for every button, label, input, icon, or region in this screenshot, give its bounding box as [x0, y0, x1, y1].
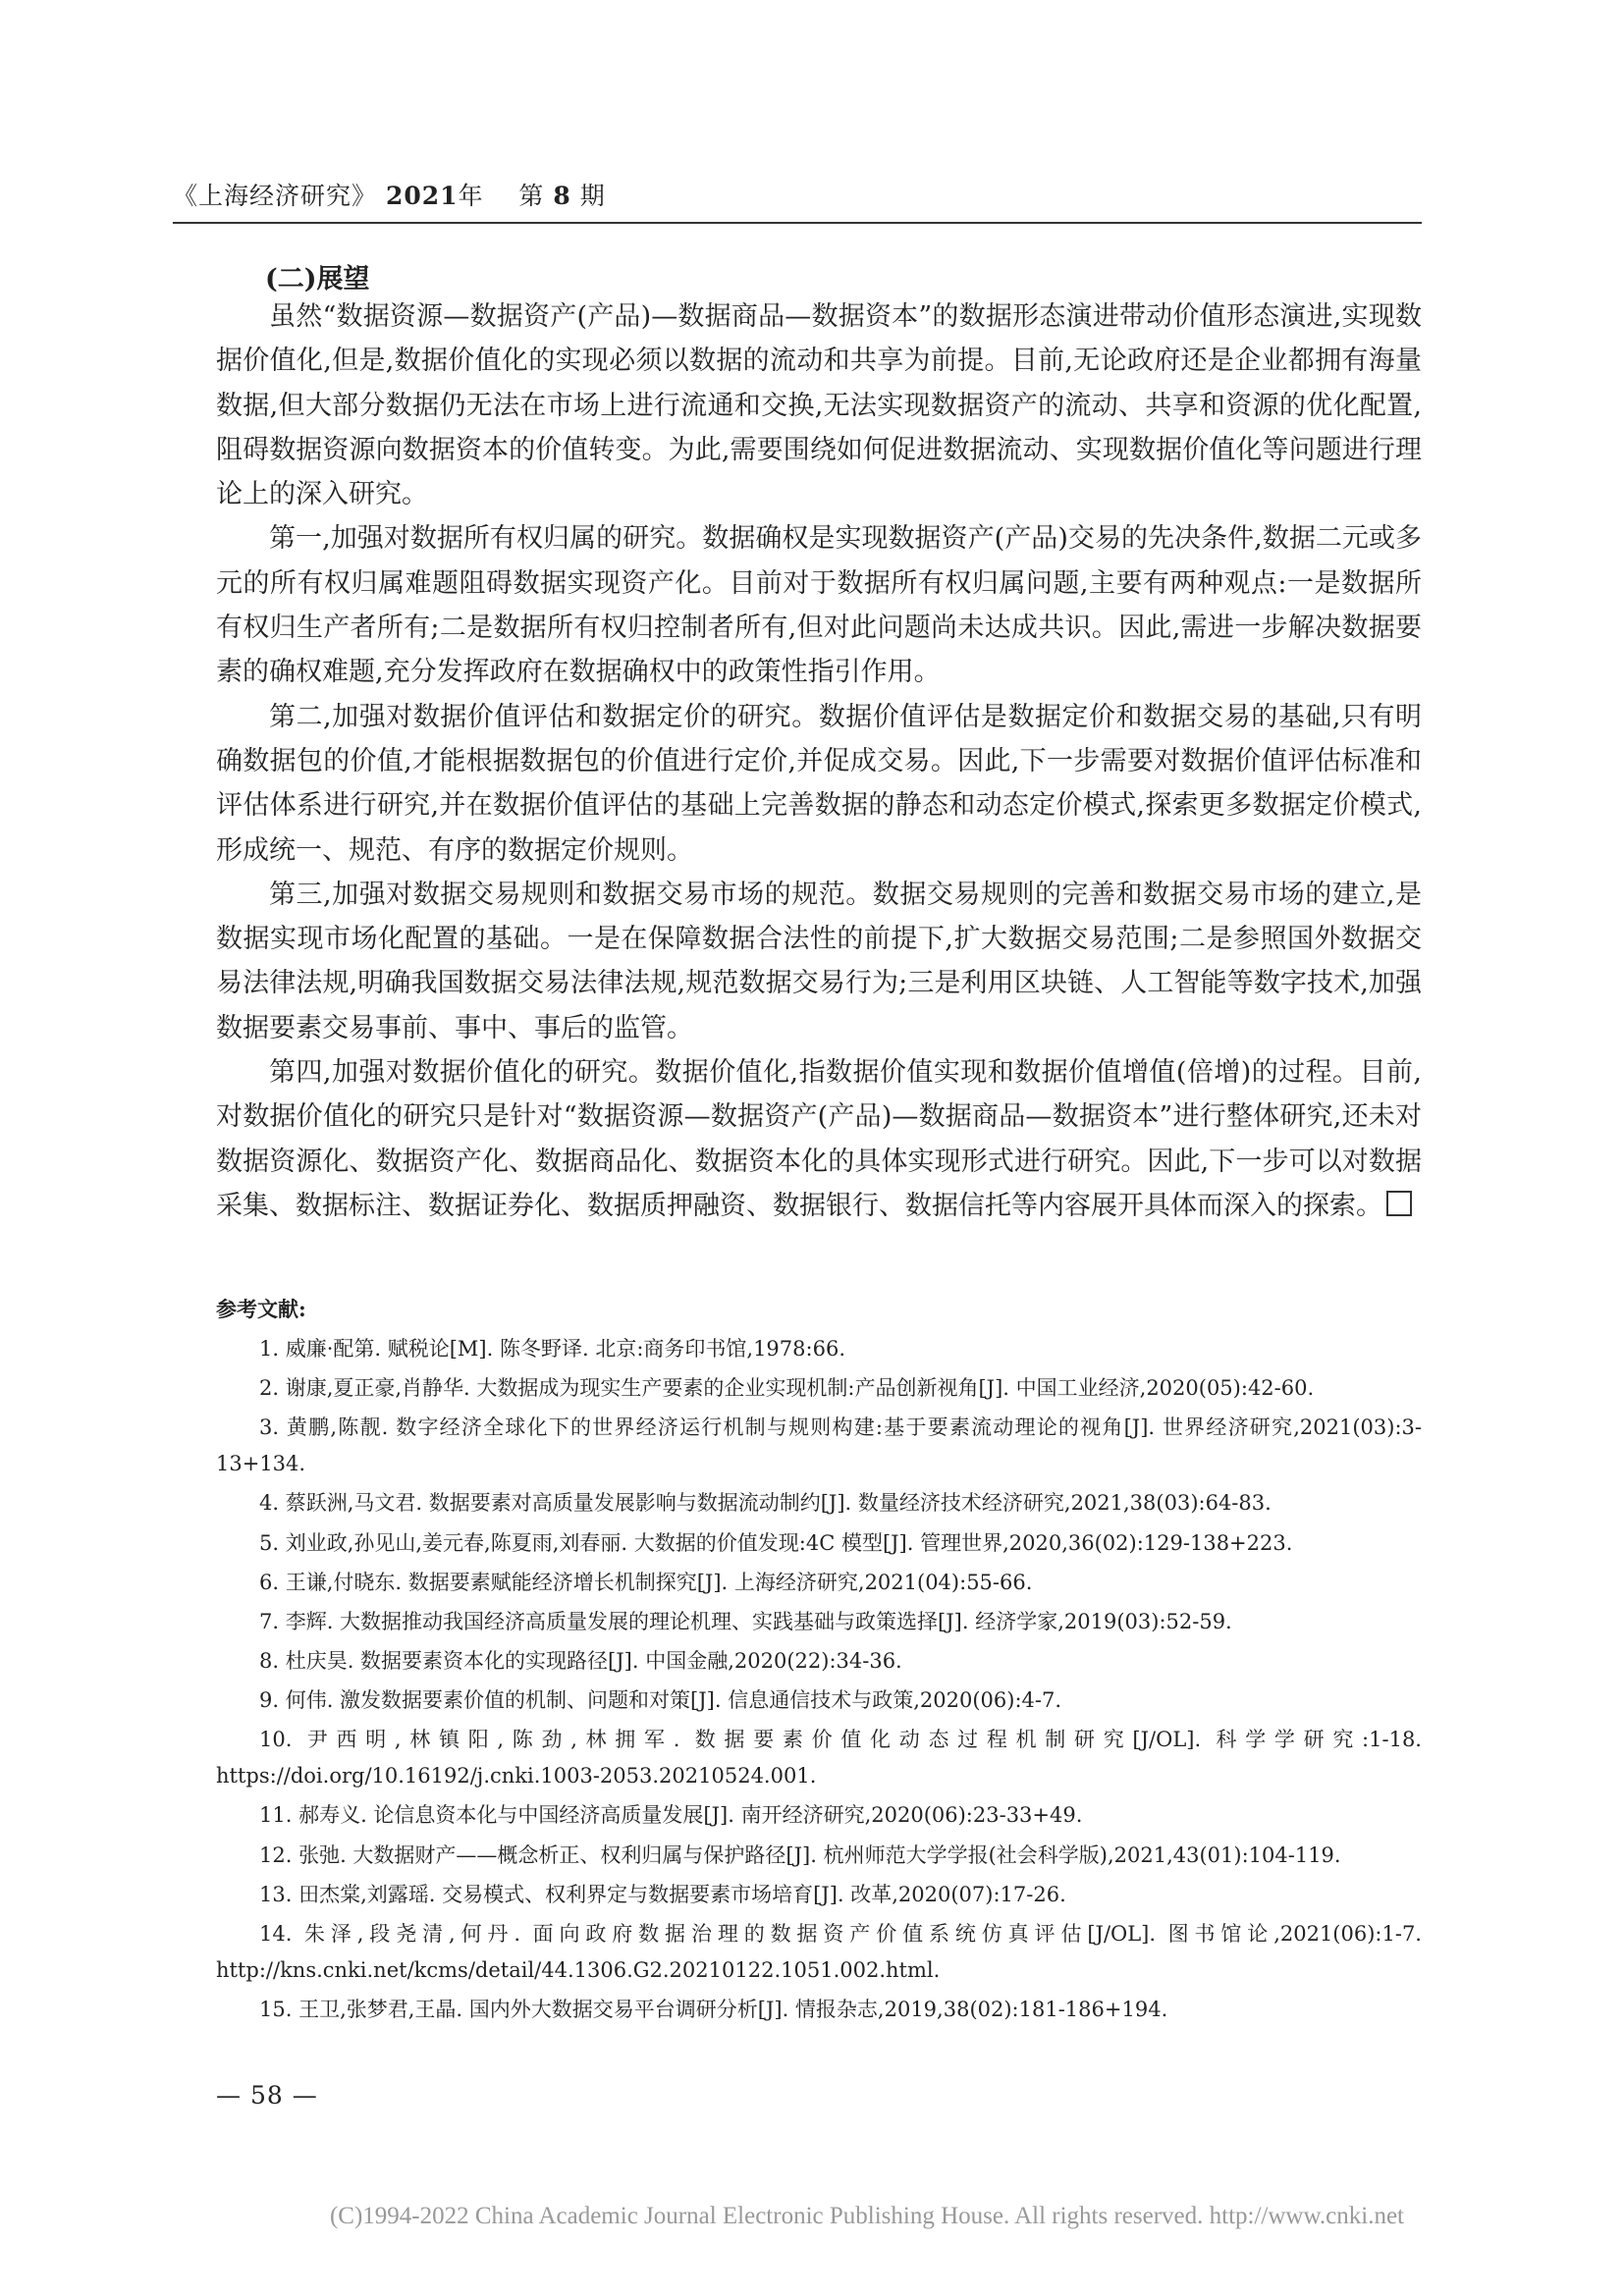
reference-item: 1. 威廉·配第. 赋税论[M]. 陈冬野译. 北京:商务印书馆,1978:66.: [259, 1337, 845, 1361]
reference-item: 15. 王卫,张梦君,王晶. 国内外大数据交易平台调研分析[J]. 情报杂志,2019,38(02):181-186+194.: [259, 1998, 1168, 2022]
reference-item: 9. 何伟. 激发数据要素价值的机制、问题和对策[J]. 信息通信技术与政策,2020(06):4-7.: [259, 1688, 1062, 1713]
journal-year: 2021: [385, 182, 459, 210]
copyright-notice: (C)1994-2022 China Academic Journal Electronic Publishing House. All rights reserved. http://www.cnki.net: [329, 2203, 1404, 2229]
reference-item: 14. 朱泽,段尧清,何丹. 面向政府数据治理的数据资产价值系统仿真评估[J/OL]. 图书馆论,2021(06):1-7. http://kns.cnki.net/kcms/detail/44.1306.G2.20210122.1051.002.html.: [216, 1922, 1422, 1982]
journal-name: 《上海经济研究》: [173, 182, 378, 210]
references-list: [216, 1331, 1422, 2031]
reference-item: 11. 郝寿义. 论信息资本化与中国经济高质量发展[J]. 南开经济研究,2020(06):23-33+49.: [259, 1803, 1083, 1828]
paragraph: 第二,加强对数据价值评估和数据定价的研究。数据价值评估是数据定价和数据交易的基础,只有明确数据包的价值,才能根据数据包的价值进行定价,并促成交易。因此,下一步需要对数据价值评估标准和评估体系进行研究,并在数据价值评估的基础上完善数据的静态和动态定价模式,探索更多数据定价模式,形成统一、规范、有序的数据定价规则。: [216, 701, 1422, 866]
year-suffix: 年: [458, 182, 484, 210]
reference-item: 12. 张弛. 大数据财产——概念析正、权利归属与保护路径[J]. 杭州师范大学学报(社会科学版),2021,43(01):104-119.: [259, 1842, 1341, 1867]
header-divider: [173, 222, 1422, 224]
running-header: [173, 177, 1422, 212]
paragraph: 第一,加强对数据所有权归属的研究。数据确权是实现数据资产(产品)交易的先决条件,数据二元或多元的所有权归属难题阻碍数据实现资产化。目前对于数据所有权归属问题,主要有两种观点:一是数据所有权归生产者所有;二是数据所有权归控制者所有,但对此问题尚未达成共识。因此,需进一步解决数据要素的确权难题,充分发挥政府在数据确权中的政策性指引作用。: [216, 523, 1422, 688]
issue-suffix: 期: [579, 182, 606, 210]
reference-item: 13. 田杰棠,刘露瑶. 交易模式、权利界定与数据要素市场培育[J]. 改革,2020(07):17-26.: [259, 1882, 1066, 1906]
reference-item: 2. 谢康,夏正豪,肖静华. 大数据成为现实生产要素的企业实现机制:产品创新视角[J]. 中国工业经济,2020(05):42-60.: [259, 1376, 1315, 1401]
reference-item: 4. 蔡跃洲,马文君. 数据要素对高质量发展影响与数据流动制约[J]. 数量经济技术经济研究,2021,38(03):64-83.: [259, 1491, 1272, 1516]
issue-number: 8: [553, 182, 571, 210]
reference-item: 7. 李辉. 大数据推动我国经济高质量发展的理论机理、实践基础与政策选择[J]. 经济学家,2019(03):52-59.: [259, 1609, 1232, 1633]
page-number: — 58 —: [216, 2081, 318, 2109]
reference-item: 5. 刘业政,孙见山,姜元春,陈夏雨,刘春丽. 大数据的价值发现:4C 模型[J]. 管理世界,2020,36(02):129-138+223.: [259, 1530, 1293, 1555]
reference-item: 8. 杜庆昊. 数据要素资本化的实现路径[J]. 中国金融,2020(22):34-36.: [259, 1649, 902, 1674]
reference-item: 3. 黄鹏,陈靓. 数字经济全球化下的世界经济运行机制与规则构建:基于要素流动理论的视角[J]. 世界经济研究,2021(03):3-13+134.: [216, 1415, 1422, 1476]
paragraph-text: 第四,加强对数据价值化的研究。数据价值化,指数据价值实现和数据价值增值(倍增)的过程。目前,对数据价值化的研究只是针对“数据资源—数据资产(产品)—数据商品—数据资本”进行整体研究,还未对数据资源化、数据资产化、数据商品化、数据资本化的具体实现形式进行研究。因此,下一步可以对数据采集、数据标注、数据证券化、数据质押融资、数据银行、数据信托等内容展开具体而深入的探索。: [216, 1057, 1422, 1221]
paragraph: [216, 1050, 1422, 1228]
issue-prefix: 第: [518, 182, 545, 210]
section-title: (二)展望: [265, 264, 370, 294]
body-text: [216, 294, 1422, 1228]
references-title: 参考文献:: [216, 1297, 306, 1321]
paragraph: 虽然“数据资源—数据资产(产品)—数据商品—数据资本”的数据形态演进带动价值形态演进,实现数据价值化,但是,数据价值化的实现必须以数据的流动和共享为前提。目前,无论政府还是企业都拥有海量数据,但大部分数据仍无法在市场上进行流通和交换,无法实现数据资产的流动、共享和资源的优化配置,阻碍数据资源向数据资本的价值转变。为此,需要围绕如何促进数据流动、实现数据价值化等问题进行理论上的深入研究。: [216, 301, 1422, 510]
reference-item: 10. 尹西明,林镇阳,陈劲,林拥军. 数据要素价值化动态过程机制研究[J/OL]. 科学学研究:1-18. https://doi.org/10.16192/j.cnki.1003-2053.20210524.001.: [216, 1728, 1422, 1789]
paragraph: 第三,加强对数据交易规则和数据交易市场的规范。数据交易规则的完善和数据交易市场的建立,是数据实现市场化配置的基础。一是在保障数据合法性的前提下,扩大数据交易范围;二是参照国外数据交易法律法规,明确我国数据交易法律法规,规范数据交易行为;三是利用区块链、人工智能等数字技术,加强数据要素交易事前、事中、事后的监管。: [216, 879, 1422, 1043]
end-of-article-mark: [1386, 1191, 1412, 1216]
reference-item: 6. 王谦,付晓东. 数据要素赋能经济增长机制探究[J]. 上海经济研究,2021(04):55-66.: [259, 1570, 1033, 1594]
